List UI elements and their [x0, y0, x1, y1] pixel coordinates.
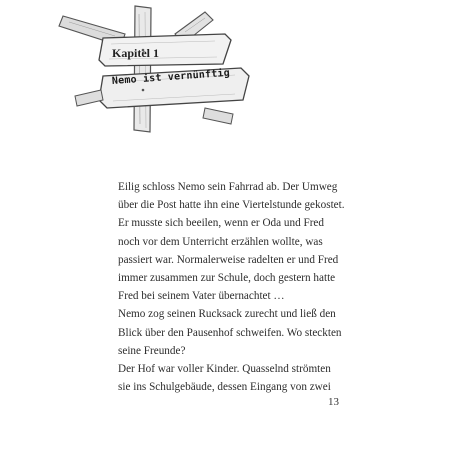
page-number: 13	[328, 396, 339, 408]
body-line: passiert war. Normalerweise radelten er und Fred	[118, 253, 339, 266]
chapter-body-text	[118, 178, 368, 396]
body-line: Der Hof war voller Kinder. Quasselnd strömten	[118, 363, 331, 376]
body-line: Blick über den Pausenhof schweifen. Wo steckten	[118, 326, 342, 339]
body-line: Er musste sich beeilen, wenn er Oda und Fred	[118, 217, 324, 230]
body-line: sie ins Schulgebäude, dessen Eingang von zwei	[118, 381, 331, 394]
body-line: immer zusammen zur Schule, doch gestern hatte	[118, 272, 336, 285]
body-line: Fred bei seinem Vater übernachtet …	[118, 290, 285, 303]
body-line: seine Freunde?	[118, 344, 186, 357]
body-line: über die Post hatte ihn eine Viertelstunde gekostet.	[118, 199, 345, 212]
body-line: Eilig schloss Nemo sein Fahrrad ab. Der Umweg	[118, 181, 338, 193]
chapter-label: Kapitel 1	[112, 46, 159, 60]
body-line: Nemo zog seinen Rucksack zurecht und ließ den	[118, 308, 336, 321]
chapter-title: Nemo ist vernünftig	[111, 67, 231, 87]
body-line: noch vor dem Unterricht erzählen wollte, was	[118, 235, 323, 248]
